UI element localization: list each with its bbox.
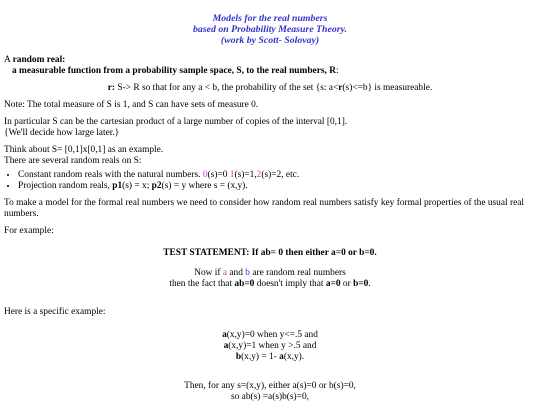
test-statement: TEST STATEMENT: If ab= 0 then either a=0 or b=0. [163, 248, 377, 258]
conclusion-line-2: so ab(s) =a(s)b(s)=0, [230, 392, 309, 402]
for-example-label: For example: [4, 226, 54, 236]
r-function-line: r: S-> R so that for any a < b, the probability of the set {s: a<r(s)<=b} is measureable. [107, 83, 433, 93]
list-item-constant: • Constant random reals with the natural numbers. 0(s)=0 1(s)=1,2(s)=2, etc. [18, 170, 536, 181]
particular-line-2: {We'll decide how large later.} [4, 128, 120, 138]
document-page [4, 0, 536, 403]
document-header [4, 13, 536, 46]
random-real-term: random real: [12, 55, 66, 65]
specific-example-label: Here is a specific example: [4, 307, 106, 317]
definition-line-2: a(x,y)=1 when y >.5 and [223, 341, 317, 351]
random-reals-list [4, 170, 536, 192]
definition-line-1: a(x,y)=0 when y<=.5 and [222, 330, 318, 340]
note-text: Note: The total measure of S is 1, and S can have sets of measure 0. [4, 100, 259, 110]
now-if-line-1: Now if a and b are random real numbers [194, 268, 346, 278]
model-paragraph: To make a model for the formal real numbers we need to consider how random real numbers satisfy key formal properties of the usual real numbers. [4, 198, 525, 219]
random-real-section [4, 55, 536, 77]
header-title: Models for the real numbers [212, 13, 328, 24]
definition-line-3: b(x,y) = 1- a(x,y). [235, 352, 305, 362]
now-if-line-2: then the fact that ab=0 doesn't imply that a=0 or b=0. [169, 279, 371, 289]
think-line-1: Think about S= [0,1]x[0,1] as an example. [4, 145, 164, 155]
particular-section [4, 117, 536, 139]
think-section [4, 145, 536, 167]
particular-line-1: In particular S can be the cartesian product of a large number of copies of the interval [0,1]. [4, 117, 348, 127]
definitions-block [4, 330, 536, 363]
conclusion-line-1: Then, for any s=(x,y), either a(s)=0 or b(s)=0, [184, 381, 356, 391]
now-if-block [4, 268, 536, 290]
conclusion-block [4, 381, 536, 403]
random-real-heading: A random real: [4, 55, 66, 65]
random-real-definition: a measurable function from a probability sample space, S, to the real numbers, R: [12, 66, 339, 76]
header-subtitle: based on Probability Measure Theory. [193, 24, 347, 35]
think-line-2: There are several random reals on S: [4, 156, 142, 166]
list-item-projection: • Projection random reals, p1(s) = x; p2(s) = y where s = (x,y). [18, 181, 536, 192]
header-credit: (work by Scott- Solovay) [220, 35, 320, 46]
